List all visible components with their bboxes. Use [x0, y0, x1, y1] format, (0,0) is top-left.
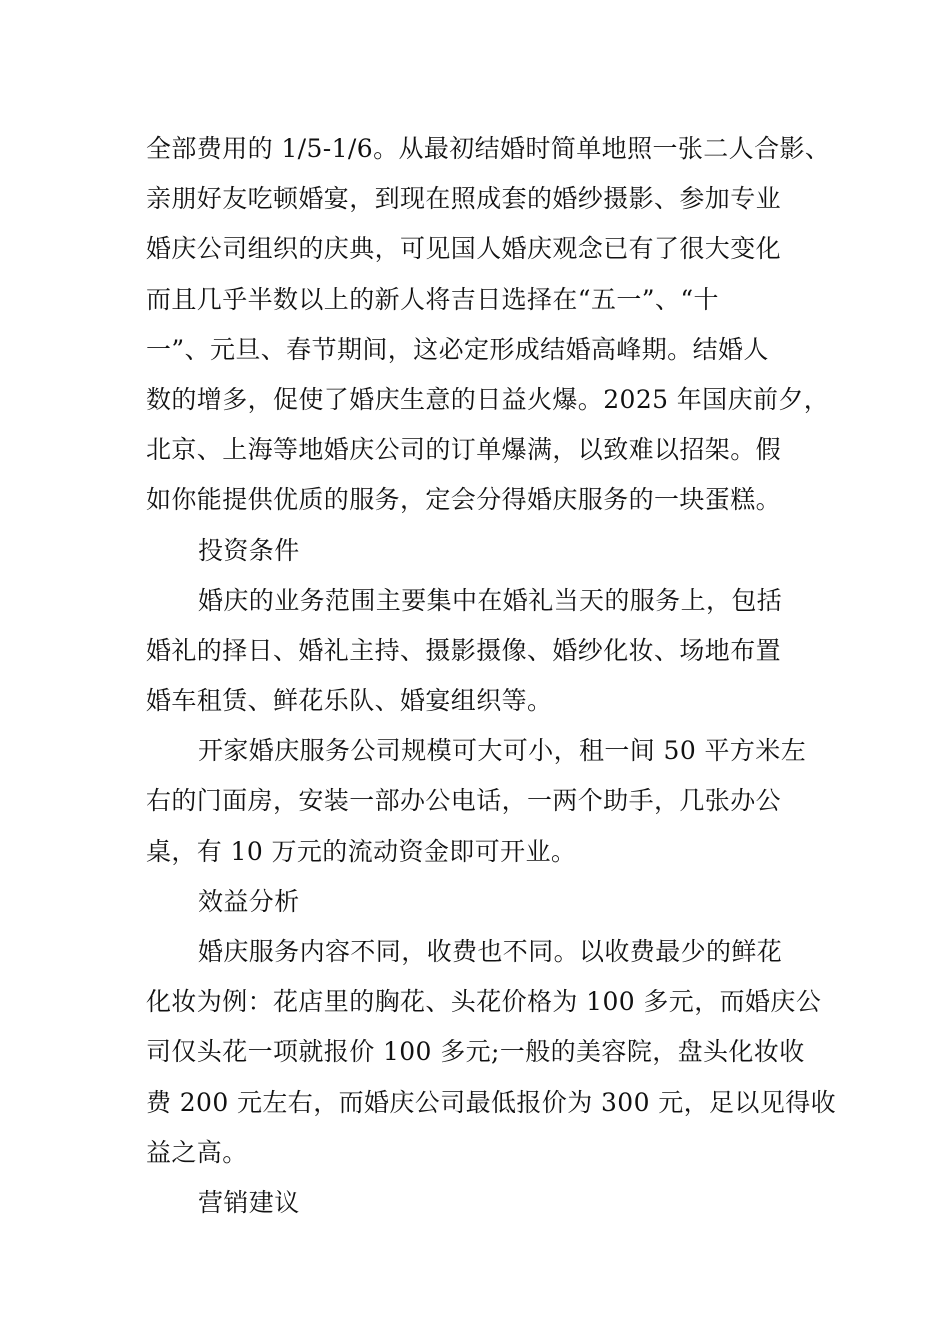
text-line: 数的增多，促使了婚庆生意的日益火爆。2025 年国庆前夕， [146, 384, 830, 414]
text-line: 婚庆的业务范围主要集中在婚礼当天的服务上，包括 [198, 585, 783, 615]
text-line: 开家婚庆服务公司规模可大可小，租一间 50 平方米左 [198, 736, 807, 766]
body-text [146, 124, 837, 1228]
text-line: 桌，有 10 万元的流动资金即可开业。 [146, 836, 577, 866]
text-line: 化妆为例：花店里的胸花、头花价格为 100 多元，而婚庆公 [146, 987, 822, 1017]
text-line: 婚礼的择日、婚礼主持、摄影摄像、婚纱化妆、场地布置 [146, 635, 782, 665]
text-line: 婚车租赁、鲜花乐队、婚宴组织等。 [146, 686, 553, 716]
text-line: 右的门面房，安装一部办公电话，一两个助手，几张办公 [146, 786, 782, 816]
text-line: 北京、上海等地婚庆公司的订单爆满，以致难以招架。假 [146, 435, 782, 465]
text-line: 费 200 元左右，而婚庆公司最低报价为 300 元，足以见得收 [146, 1087, 837, 1117]
text-line: 而且几乎半数以上的新人将吉日选择在“五一”、“十 [146, 284, 719, 314]
text-line: 亲朋好友吃顿婚宴，到现在照成套的婚纱摄影、参加专业 [146, 184, 782, 214]
section-heading-investment-conditions: 投资条件 [198, 535, 300, 565]
section-heading-benefit-analysis: 效益分析 [198, 886, 300, 916]
text-line: 如你能提供优质的服务，定会分得婚庆服务的一块蛋糕。 [146, 485, 782, 515]
section-heading-marketing-suggestions: 营销建议 [198, 1187, 300, 1217]
text-line: 益之高。 [146, 1137, 248, 1167]
text-line: 司仅头花一项就报价 100 多元;一般的美容院，盘头化妆收 [146, 1037, 805, 1067]
text-line: 婚庆服务内容不同，收费也不同。以收费最少的鲜花 [198, 937, 783, 966]
text-line: 婚庆公司组织的庆典，可见国人婚庆观念已有了很大变化 [146, 234, 782, 264]
text-line: 全部费用的 1/5-1/6。从最初结婚时简单地照一张二人合影、 [146, 134, 831, 163]
text-line: 一”、元旦、春节期间，这必定形成结婚高峰期。结婚人 [146, 334, 769, 364]
